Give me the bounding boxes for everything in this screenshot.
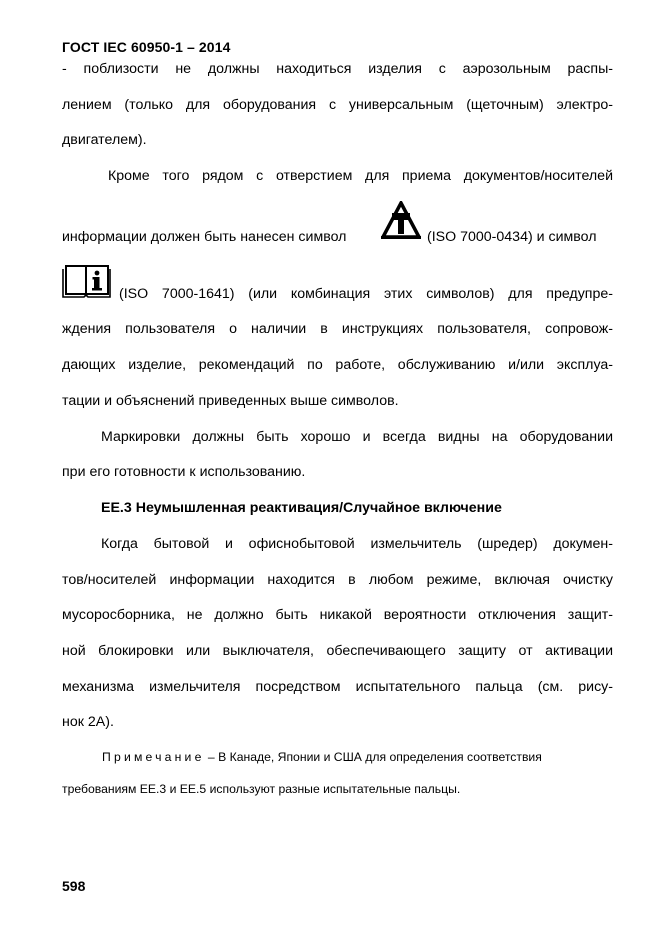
paragraph-line: дающих изделие, рекомендаций по работе, обслуживанию и/или эксплуа- <box>62 357 613 373</box>
paragraph-line: лением (только для оборудования с универсальным (щеточным) электро- <box>62 97 613 113</box>
note-text: – В Канаде, Японии и США для определения соответствия <box>204 750 542 764</box>
paragraph-line: Маркировки должны быть хорошо и всегда видны на оборудовании <box>101 429 613 445</box>
note-line <box>102 749 613 765</box>
paragraph-line: тации и объяснений приведенных выше символов. <box>62 393 399 409</box>
paragraph-line: Когда бытовой и офиснобытовой измельчитель (шредер) докумен- <box>101 536 613 552</box>
paragraph-line: Кроме того рядом с отверстием для приема документов/носителей <box>108 168 613 184</box>
paragraph-line: механизма измельчителя посредством испытательного пальца (см. рису- <box>62 679 613 695</box>
paragraph-text: информации должен быть нанесен символ <box>62 229 347 245</box>
document-header: ГОСТ IEC 60950-1 – 2014 <box>62 39 231 55</box>
paragraph-line: ждения пользователя о наличии в инструкциях пользователя, сопровож- <box>62 321 613 337</box>
info-book-icon <box>62 264 111 298</box>
paragraph-line: нок 2А). <box>62 714 114 730</box>
paragraph-line: двигателем). <box>62 132 147 148</box>
paragraph-line: тов/носителей информации находится в любом режиме, включая очистку <box>62 572 613 588</box>
page-number: 598 <box>62 878 86 894</box>
section-heading: EE.3 Неумышленная реактивация/Случайное включение <box>101 500 502 516</box>
paragraph-text: (ISO 7000-0434) и символ <box>427 229 597 245</box>
paragraph-line: мусоросборника, не должно быть никакой вероятности отключения защит- <box>62 607 613 623</box>
note-line: требованиям EE.3 и EE.5 используют разные испытательные пальцы. <box>62 782 461 796</box>
paragraph-line: - поблизости не должны находиться изделия с аэрозольным распы- <box>62 61 613 77</box>
paragraph-line: при его готовности к использованию. <box>62 464 306 480</box>
paragraph-line: (ISO 7000-1641) (или комбинация этих символов) для предупре- <box>119 286 613 302</box>
warning-triangle-icon <box>381 201 421 240</box>
paragraph-line: ной блокировки или выключателя, обеспечивающего защиту от активации <box>62 643 613 659</box>
note-label: Примечание <box>102 750 205 764</box>
